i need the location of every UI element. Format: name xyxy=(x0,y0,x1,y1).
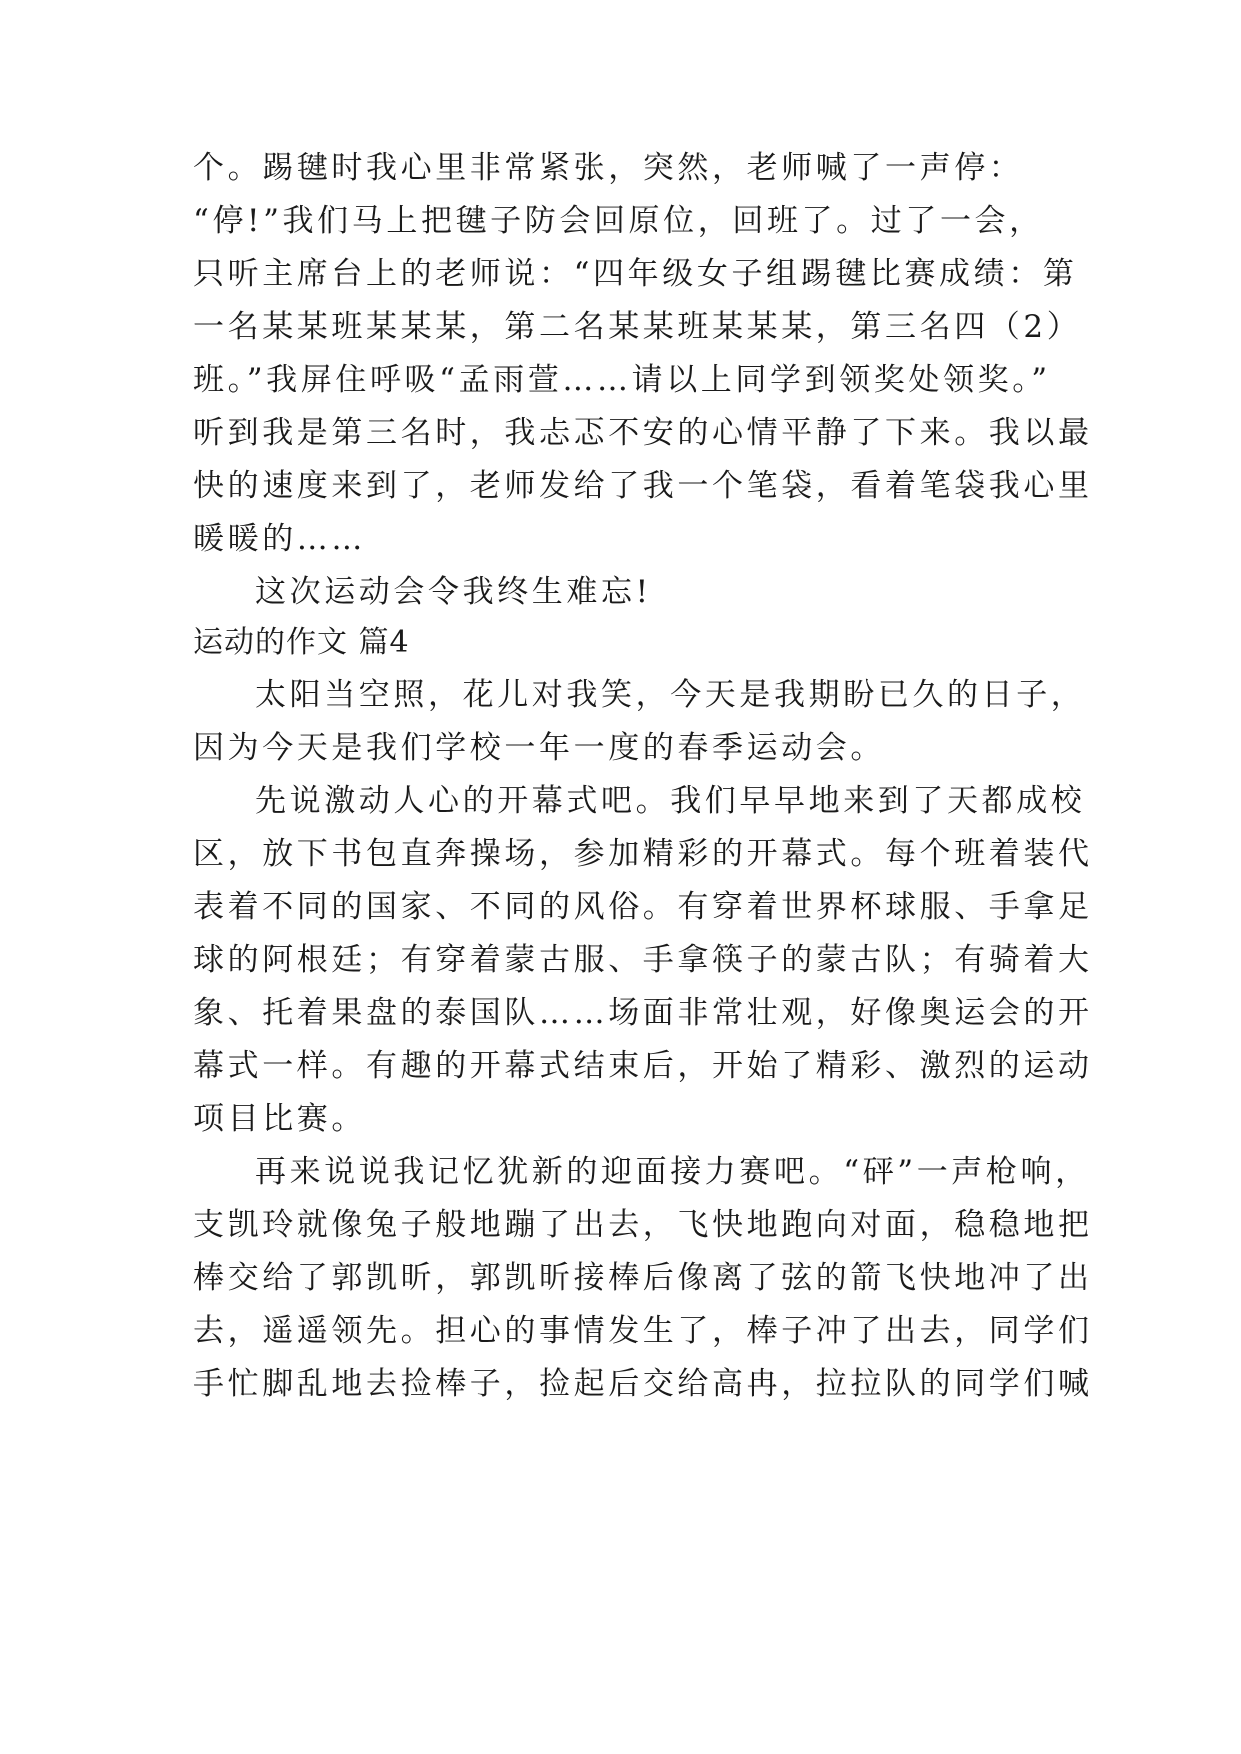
text-line: 再来说说我记忆犹新的迎面接力赛吧。“砰”一声枪响， xyxy=(255,1154,1090,1190)
text-line: 项目比赛。 xyxy=(193,1101,366,1137)
text-line: 听到我是第三名时，我忐忑不安的心情平静了下来。我以最 xyxy=(193,415,1093,451)
text-line: 先说激动人心的开幕式吧。我们早早地来到了天都成校 xyxy=(255,783,1086,819)
text-line: 支凯玲就像兔子般地蹦了出去，飞快地跑向对面，稳稳地把 xyxy=(193,1207,1093,1243)
text-line: 区，放下书包直奔操场，参加精彩的开幕式。每个班着装代 xyxy=(193,836,1093,872)
text-line: 一名某某班某某某，第二名某某班某某某，第三名四（2） xyxy=(193,309,1082,345)
text-line: “停!”我们马上把毽子防会回原位，回班了。过了一会， xyxy=(193,203,1044,239)
text-line: 暖暖的…… xyxy=(193,521,366,557)
section-heading: 运动的作文 篇4 xyxy=(193,625,410,660)
text-line: 快的速度来到了，老师发给了我一个笔袋，看着笔袋我心里 xyxy=(193,468,1093,504)
text-line: 棒交给了郭凯昕，郭凯昕接棒后像离了弦的箭飞快地冲了出 xyxy=(193,1260,1093,1296)
text-line: 因为今天是我们学校一年一度的春季运动会。 xyxy=(193,730,885,766)
text-line: 个。踢毽时我心里非常紧张，突然，老师喊了一声停： xyxy=(193,150,1024,186)
text-line: 幕式一样。有趣的开幕式结束后，开始了精彩、激烈的运动 xyxy=(193,1048,1093,1084)
text-line: 去，遥遥领先。担心的事情发生了，棒子冲了出去，同学们 xyxy=(193,1313,1093,1349)
text-line: 只听主席台上的老师说：“四年级女子组踢毽比赛成绩：第 xyxy=(193,256,1078,292)
text-line: 表着不同的国家、不同的风俗。有穿着世界杯球服、手拿足 xyxy=(193,889,1093,925)
text-line: 班。”我屏住呼吸“孟雨萱……请以上同学到领奖处领奖。” xyxy=(193,362,1051,398)
text-line: 球的阿根廷；有穿着蒙古服、手拿筷子的蒙古队；有骑着大 xyxy=(193,942,1093,978)
text-line: 手忙脚乱地去捡棒子，捡起后交给高冉，拉拉队的同学们喊 xyxy=(193,1366,1093,1402)
text-line: 这次运动会令我终生难忘! xyxy=(255,574,652,610)
text-line: 象、托着果盘的泰国队……场面非常壮观，好像奥运会的开 xyxy=(193,995,1093,1031)
text-line: 太阳当空照，花儿对我笑，今天是我期盼已久的日子， xyxy=(255,677,1086,713)
